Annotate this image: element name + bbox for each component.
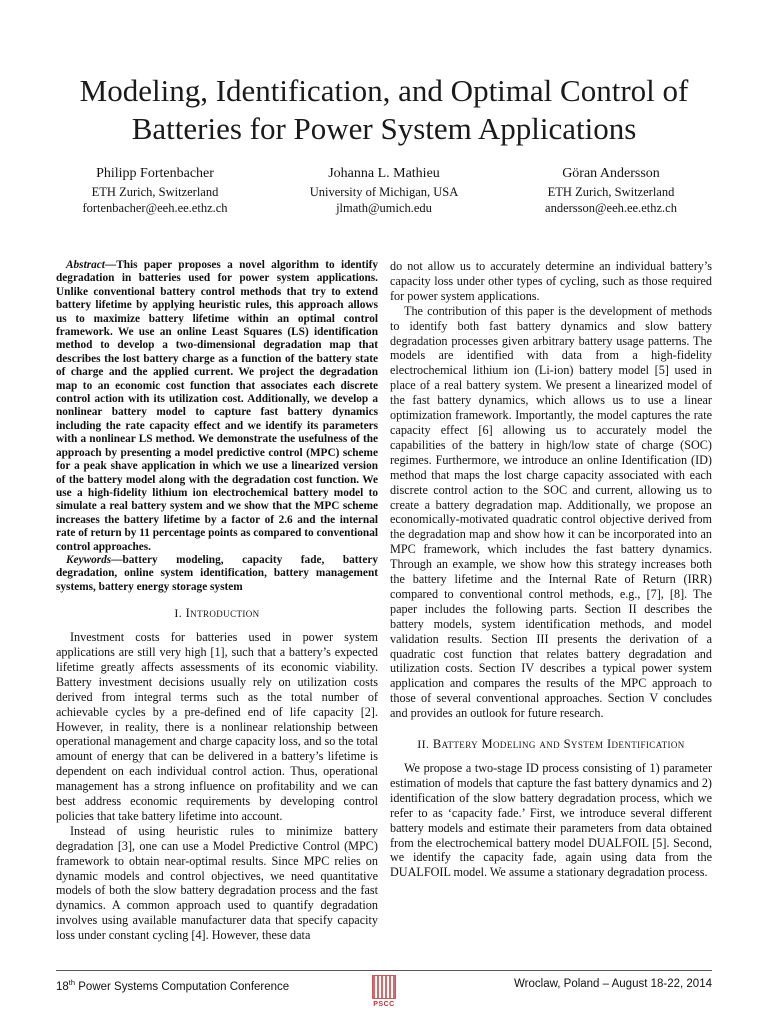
body-paragraph: Instead of using heuristic rules to minimize battery degradation [3], one can use a Model Predictive Control (MPC) framework to obtain near-optimal results. Since MPC relies on dynamic models and control objectives, we need quantitative models of both the slow battery degradation process and the fast dynamics. A common approach used to quantify degradation involves using available manufacturer data that specify capacity loss under constant cycling [4]. However, these data — [56, 823, 378, 943]
body-paragraph: The contribution of this paper is the development of methods to identify both fast battery dynamics and slow battery degradation processes given arbitrary battery usage patterns. The models are identified with data from a high-fidelity electrochemical lithium ion (Li-ion) battery model [5] used in place of a real battery system. We present a linearized model of the fast battery dynamics, which allows us to use a linear optimization framework. Importantly, the model captures the rate capacity effect [6] allowing us to accurately model the capabilities of the battery in high/low state of charge (SOC) regimes. Furthermore, we introduce an online Identification (ID) method that maps the lost charge capacity associated with each discrete control action to the SOC and current, allowing us to create a battery degradation map. Additionally, we propose an economically-motivated quadratic control objective derived from the degradation map and show how it can be incorporated into an MPC framework, which includes the fast battery dynamics. Through an example, we show how this strategy increases both the battery lifetime and the Internal Rate of Return (IRR) compared to conventional control methods, e.g., [7], [8]. The paper includes the following parts. Section II describes the battery models, system identification methods, and model validation results. Section III presents the derivation of a quadratic cost function that relates battery degradation and utilization costs. Section IV describes a typical power system application and compares the results of the MPC approach to those of several conventional approaches. Section V concludes and provides an outlook for future research. — [390, 303, 712, 721]
paper-title — [40, 72, 728, 148]
pscc-logo-text: PSCC — [373, 1001, 395, 1008]
section-heading-introduction — [56, 606, 378, 621]
footer-location-date: Wroclaw, Poland – August 18-22, 2014 — [514, 978, 712, 990]
abstract-paragraph — [56, 259, 378, 554]
abstract — [56, 259, 378, 594]
author-email: andersson@eeh.ee.ethz.ch — [545, 201, 677, 215]
footer-conference — [56, 978, 289, 993]
keywords-label: Keywords — [66, 553, 112, 566]
right-column — [390, 259, 712, 880]
body-paragraph-continued: do not allow us to accurately determine an individual battery’s capacity loss under other types of cycling, such as those required for power system applications. — [390, 259, 712, 303]
section-title: Introduction — [185, 606, 260, 621]
pscc-logo — [371, 975, 397, 1015]
conference-ordinal: th — [68, 978, 76, 987]
author-affiliation: ETH Zurich, Switzerland — [91, 185, 219, 199]
author-2 — [269, 164, 499, 216]
pscc-logo-icon — [372, 975, 396, 999]
author-3 — [496, 164, 726, 216]
author-1 — [40, 164, 270, 216]
abstract-label: Abstract — [66, 259, 105, 271]
title-line-2: Batteries for Power System Applications — [131, 111, 637, 146]
author-affiliation: ETH Zurich, Switzerland — [547, 185, 675, 199]
author-email: jlmath@umich.edu — [336, 201, 432, 215]
footer-divider — [56, 970, 712, 971]
body-paragraph: We propose a two-stage ID process consisting of 1) parameter estimation of models that capture the fast battery dynamics and 2) identification of the slow battery degradation process, which we refer to as ‘capacity fade.’ First, we introduce several different battery models and estimate their parameters from data obtained from the electrochemical battery model DUALFOIL [5]. Second, we identify the capacity fade, again using data from the DUALFOIL model. We assume a stationary degradation process. — [390, 761, 712, 880]
section-numeral: I. — [174, 606, 186, 621]
keywords-paragraph — [56, 554, 378, 594]
section-heading-battery-modeling — [390, 737, 712, 752]
author-name: Johanna L. Mathieu — [328, 166, 440, 181]
left-column — [56, 259, 378, 943]
conference-number: 18 — [56, 980, 69, 993]
section-title: Battery Modeling and System Identification — [432, 737, 685, 752]
title-line-1: Modeling, Identification, and Optimal Control of — [79, 73, 689, 108]
author-email: fortenbacher@eeh.ee.ethz.ch — [82, 201, 228, 215]
author-name: Göran Andersson — [562, 166, 660, 181]
body-paragraph: Investment costs for batteries used in power system applications are still very high [1], such that a battery’s expected lifetime greatly affects assessments of its economic viability. Battery investment decisions usually rely on utilization costs derived from integral terms such as the total number of achievable cycles by a pre-defined end of life capacity [2]. However, in reality, there is a nonlinear relationship between operational management and charge capacity loss, and so the total amount of energy that can be delivered in a battery’s lifetime is dependent on each individual control action. Thus, operational management has a strong influence on profitability and we can best address economic requirements by developing control policies that take battery lifetime into account. — [56, 630, 378, 823]
conference-name: Power Systems Computation Conference — [75, 980, 290, 993]
keywords-text: —battery modeling, capacity fade, battery degradation, online system identification, battery management systems, battery energy storage system — [56, 553, 378, 593]
abstract-text: —This paper proposes a novel algorithm to identify degradation in batteries used for power system applications. Unlike conventional battery control methods that try to extend battery lifetime by applying heuristic rules, this approach allows us to maximize battery lifetime within an optimal control framework. We use an online Least Squares (LS) identification method to develop a two-dimensional degradation map that describes the lost battery charge as a function of the battery state of charge and the applied current. We project the degradation map to an economic cost function that associates each discrete control action with its utilization cost. Additionally, we develop a nonlinear battery model to capture fast battery dynamics including the rate capacity effect and we identify its parameters with a nonlinear LS method. We demonstrate the usefulness of the approach by presenting a model predictive control (MPC) scheme for a peak shave application in which we use a linearized version of the battery model along with the degradation cost function. We use a high-fidelity lithium ion electrochemical battery model to simulate a real battery system and we show that the MPC scheme increases the battery lifetime by a factor of 2.6 and the internal rate of return by 11 percentage points as compared to conventional control approaches. — [56, 259, 378, 553]
section-numeral: II. — [417, 737, 433, 752]
author-affiliation: University of Michigan, USA — [309, 185, 459, 199]
author-name: Philipp Fortenbacher — [96, 166, 214, 181]
